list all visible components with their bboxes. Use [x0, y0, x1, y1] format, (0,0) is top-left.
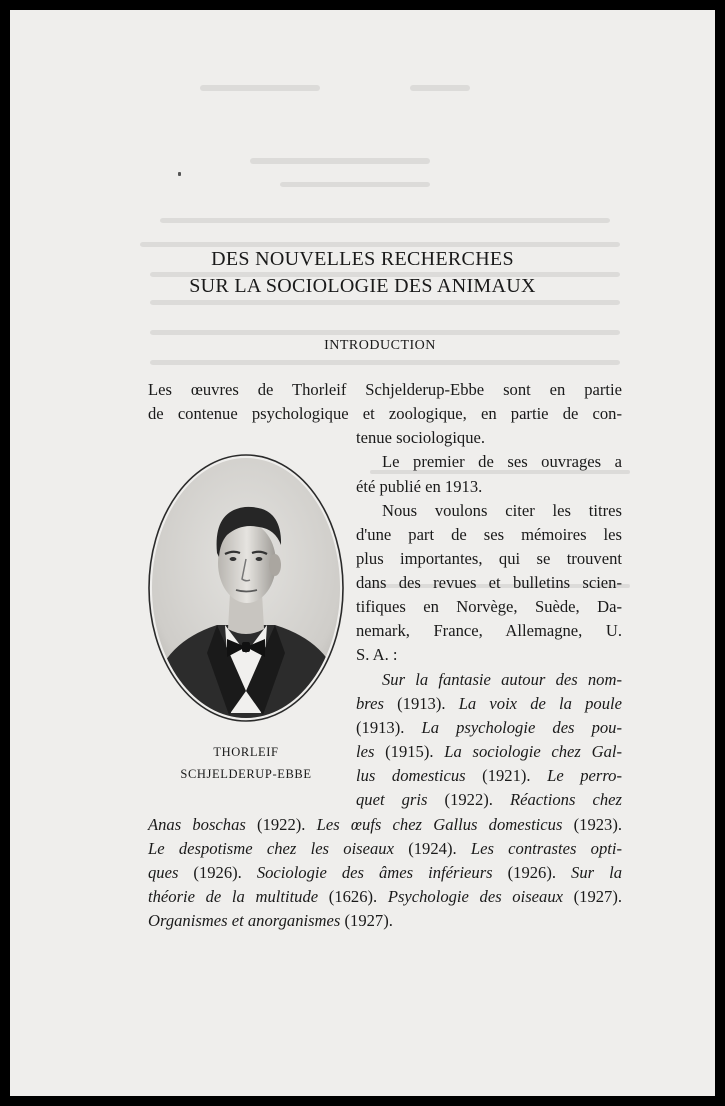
titles-line: ques (1926). Sociologie des âmes inférieurs (1926). Sur la [148, 863, 623, 882]
body-line: de contenue psychologique et zoologique, en partie de con- [148, 404, 622, 423]
section-heading: INTRODUCTION [324, 338, 436, 353]
body-line: plus importantes, qui se trouvent [356, 549, 622, 568]
author-portrait [147, 453, 345, 723]
body-line: tifiques en Norvège, Suède, Da- [356, 597, 622, 616]
titles-line: Anas boschas (1922). Les œufs chez Gallus domesticus (1923). [148, 815, 623, 834]
body-line: nemark, France, Allemagne, U. [356, 621, 622, 640]
body-line: dans des revues et bulletins scien- [356, 573, 622, 592]
body-line: Nous voulons citer les titres [382, 501, 622, 520]
body-line: S. A. : [356, 645, 398, 664]
body-line: d'une part de ses mémoires les [356, 525, 622, 544]
titles-line: Le despotisme chez les oiseaux (1924). Les contrastes opti- [148, 839, 622, 858]
body-line: tenue sociologique. [356, 428, 486, 447]
titles-line: Organismes et anorganismes (1927). [148, 911, 393, 930]
article-title-line-2: SUR LA SOCIOLOGIE DES ANIMAUX [189, 275, 536, 297]
portrait-caption-line-1: THORLEIF [213, 745, 279, 759]
body-line: Les œuvres de Thorleif Schjelderup-Ebbe sont en partie [148, 380, 622, 399]
titles-line: quet gris (1922). Réactions chez [356, 790, 622, 809]
titles-line: bres (1913). La voix de la poule [356, 694, 622, 713]
titles-line: (1913). La psychologie des pou- [356, 718, 622, 737]
portrait-caption-line-2: SCHJELDERUP-EBBE [180, 767, 312, 781]
titles-line: lus domesticus (1921). Le perro- [356, 766, 622, 785]
ink-dot [178, 172, 181, 176]
titles-line: Sur la fantasie autour des nom- [382, 670, 622, 689]
body-line: été publié en 1913. [356, 477, 483, 496]
titles-line: théorie de la multitude (1626). Psychologie des oiseaux (1927). [148, 887, 623, 906]
titles-line: les (1915). La sociologie chez Gal- [356, 742, 622, 761]
body-line: Le premier de ses ouvrages a [382, 452, 622, 471]
article-title-line-1: DES NOUVELLES RECHERCHES [211, 248, 514, 270]
